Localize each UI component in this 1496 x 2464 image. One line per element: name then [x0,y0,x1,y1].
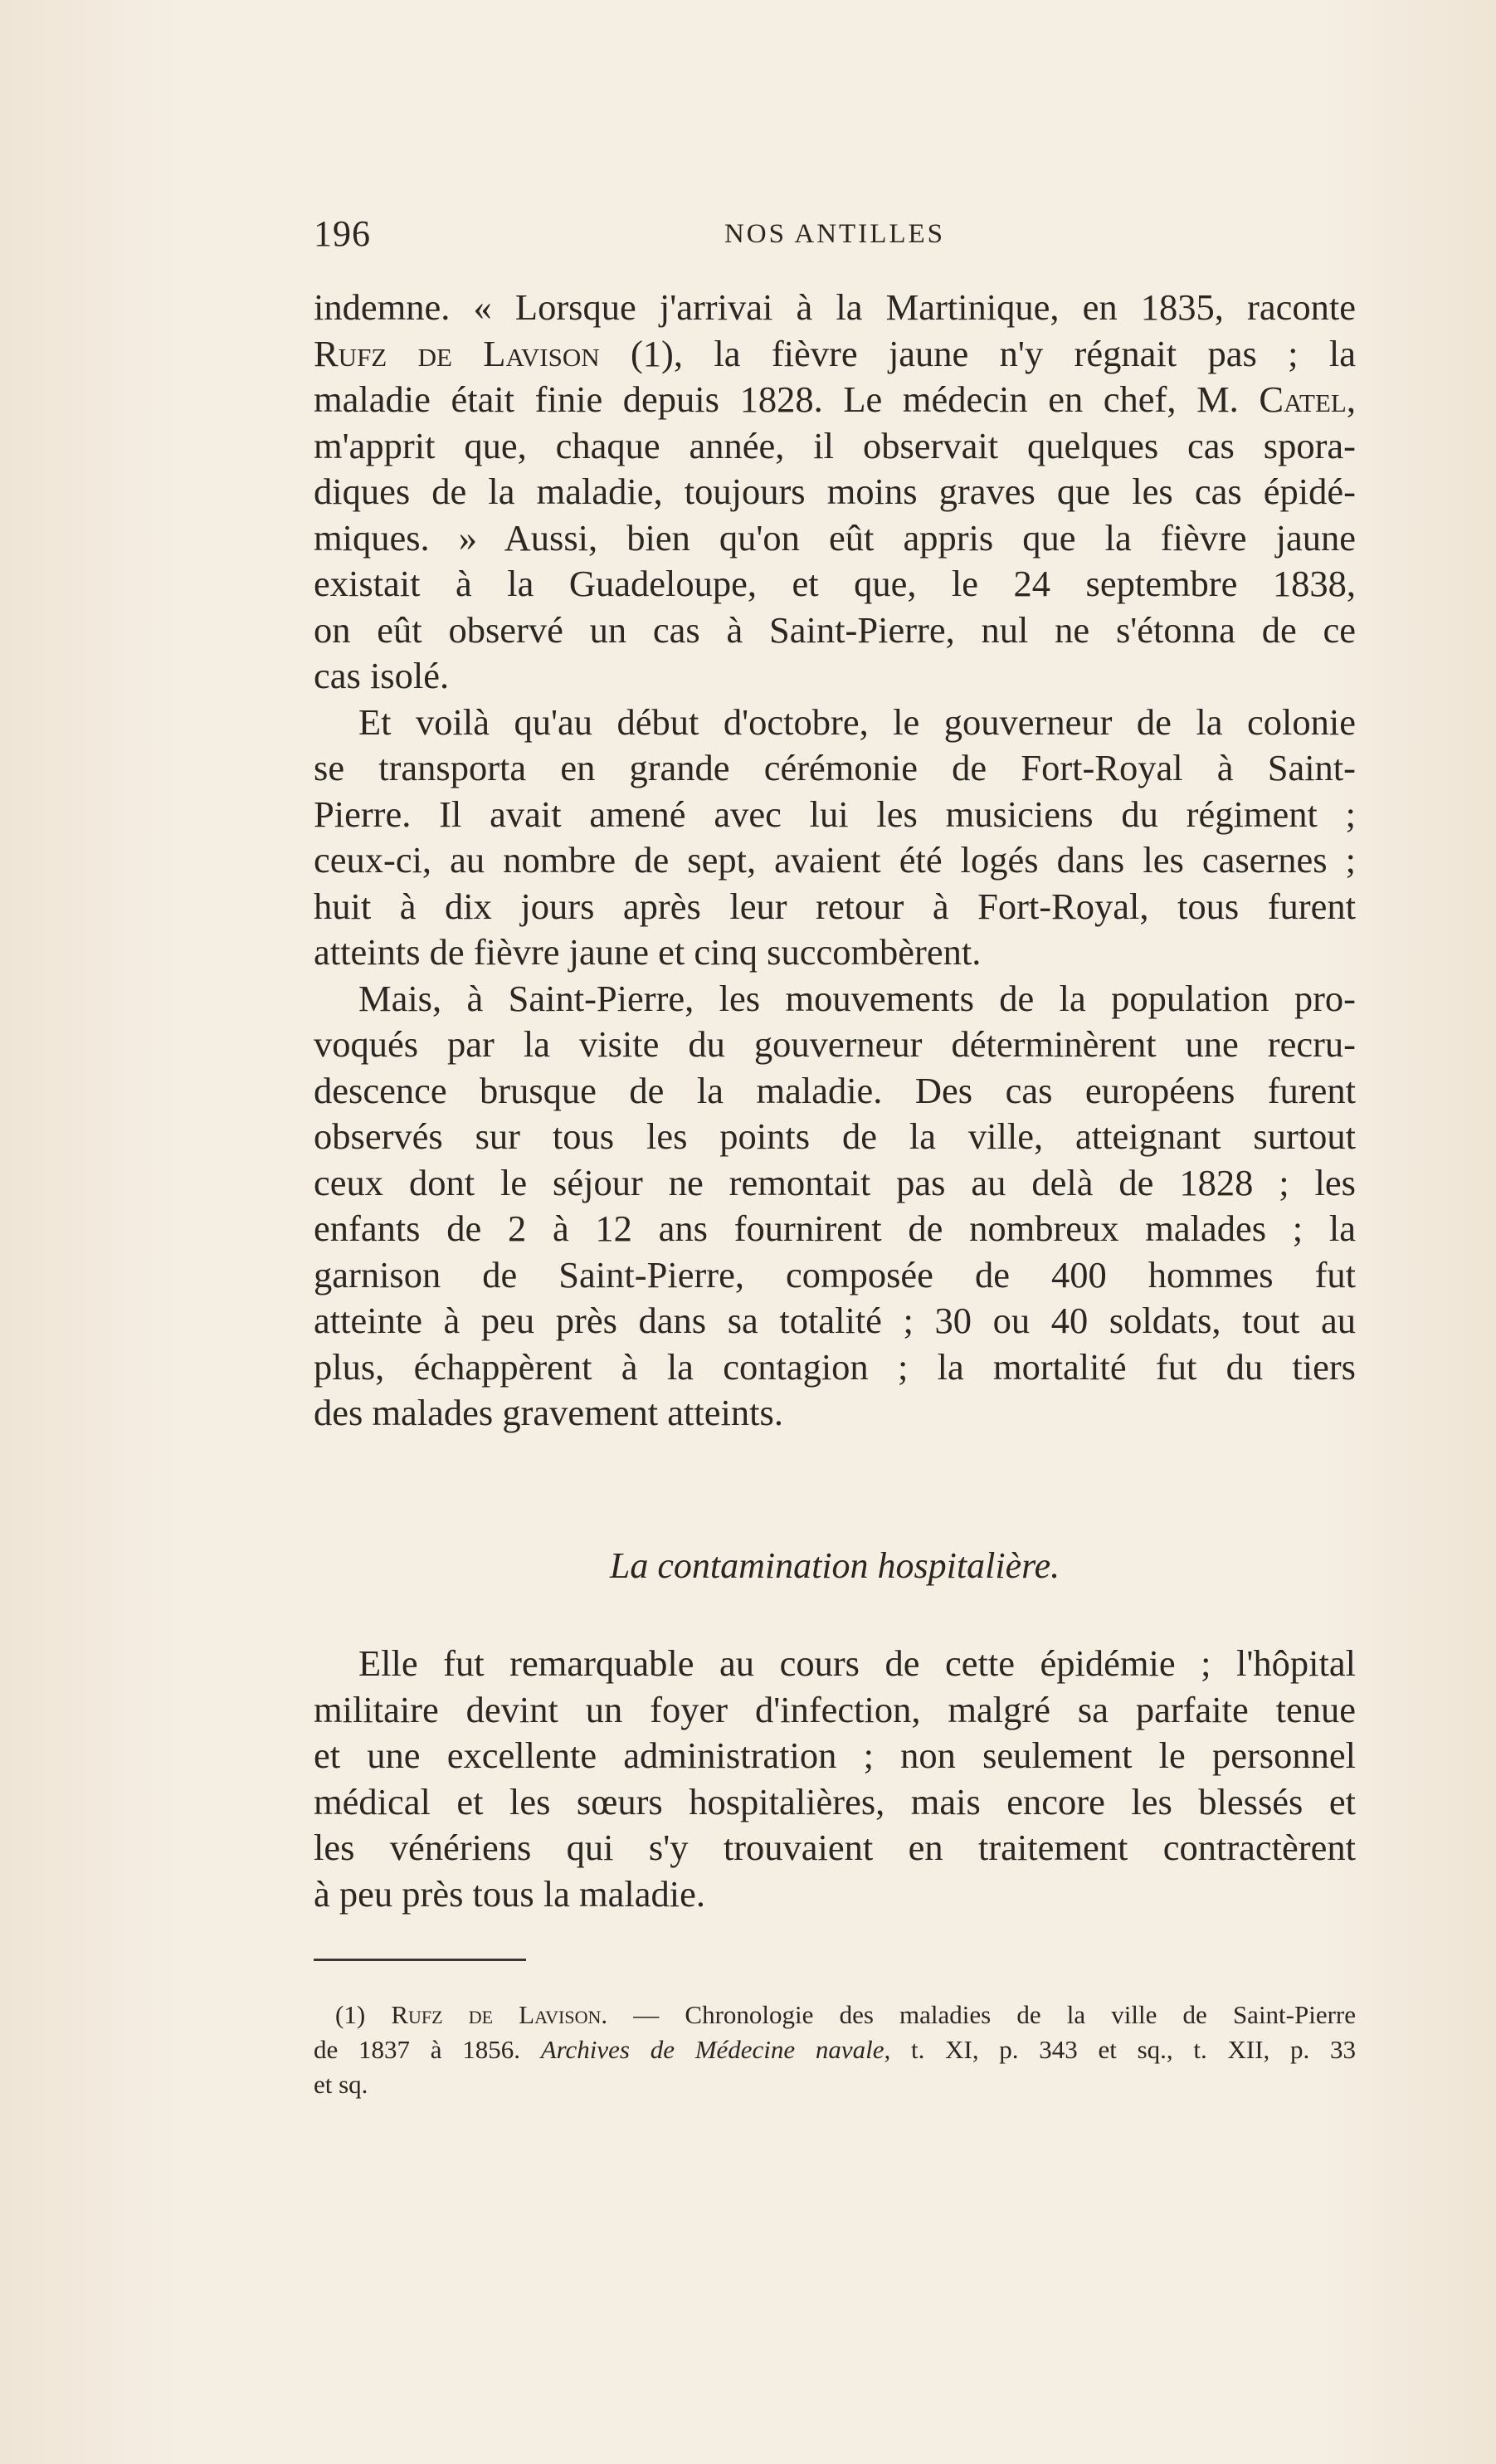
text-line: indemne. « Lorsque j'arrivai à la Martinique, en 1835, raconte [314,286,1356,328]
text-line: Mais, à Saint-Pierre, les mouvements de la population pro- [358,977,1356,1019]
text-line: existait à la Guadeloupe, et que, le 24 septembre 1838, [314,563,1356,604]
text-line: militaire devint un foyer d'infection, malgré sa parfaite tenue [314,1688,1356,1730]
page-number: 196 [314,213,371,254]
footnote-marker: (1) [335,2000,366,2029]
footnote-line: de 1837 à 1856. Archives de Médecine navale, t. XI, p. 343 et sq., t. XII, p. 33 [314,2035,1356,2064]
text-line: cas isolé. [314,655,450,696]
text-line: se transporta en grande cérémonie de Fort-Royal à Saint- [314,747,1356,788]
footnote-author: Rufz de Lavison. [391,2000,608,2029]
text-line: voqués par la visite du gouverneur déterminèrent une recru- [314,1023,1356,1065]
text-line: plus, échappèrent à la contagion ; la mortalité fut du tiers [314,1345,1356,1388]
text-line: les vénériens qui s'y trouvaient en traitement contractèrent [314,1827,1356,1868]
text-line: Elle fut remarquable au cours de cette épidémie ; l'hôpital [358,1642,1356,1684]
text-line: miques. » Aussi, bien qu'on eût appris que la fièvre jaune [314,516,1356,559]
footnote-line: et sq. [314,2070,368,2099]
text-line: Rufz de Lavison (1), la fièvre jaune n'y régnait pas ; la [314,332,1356,374]
text-line: descence brusque de la maladie. Des cas européens furent [314,1069,1356,1111]
text-line: Et voilà qu'au début d'octobre, le gouverneur de la colonie [358,700,1356,743]
text-line: ceux-ci, au nombre de sept, avaient été logés dans les casernes ; [314,839,1356,881]
main-text [314,285,1356,1437]
person-name: Catel [1259,378,1347,420]
text-line: observés sur tous les points de la ville, atteignant surtout [314,1115,1356,1157]
author-name: Rufz de Lavison [314,332,600,374]
text-line: maladie était finie depuis 1828. Le médecin en chef, M. Catel, [314,378,1356,420]
footnote-line: (1) Rufz de Lavison. — Chronologie des maladies de la ville de Saint-Pierre [335,2000,1357,2029]
text-line: on eût observé un cas à Saint-Pierre, nul ne s'étonna de ce [314,608,1356,651]
text-line: Pierre. Il avait amené avec lui les musiciens du régiment ; [314,793,1356,835]
text-line: et une excellente administration ; non seulement le personnel [314,1735,1356,1776]
text-line: m'apprit que, chaque année, il observait quelques cas spora- [314,424,1356,466]
text-line: médical et les sœurs hospitalières, mais encore les blessés et [314,1780,1356,1822]
text-line: atteints de fièvre jaune et cinq succombèrent. [314,931,982,973]
text-line: huit à dix jours après leur retour à Fort-Royal, tous furent [314,885,1356,927]
text-line: ceux dont le séjour ne remontait pas au delà de 1828 ; les [314,1161,1356,1203]
text-line: garnison de Saint-Pierre, composée de 400 hommes fut [314,1253,1356,1295]
text-line: des malades gravement atteints. [314,1392,783,1433]
text-line: diques de la maladie, toujours moins graves que les cas épidé- [314,471,1356,512]
journal-title: Archives de Médecine navale, [540,2035,891,2064]
footnote-separator [314,1959,526,1961]
running-title: NOS ANTILLES [724,219,946,249]
page-header [314,209,1356,259]
footnote [314,1998,1356,2102]
text-line: enfants de 2 à 12 ans fournirent de nombreux malades ; la [314,1208,1356,1249]
main-text-continued [314,1641,1356,1917]
text-line: atteinte à peu près dans sa totalité ; 30 ou 40 soldats, tout au [314,1300,1356,1341]
text-line: à peu près tous la maladie. [314,1872,706,1915]
section-heading: La contamination hospitalière. [609,1545,1060,1586]
